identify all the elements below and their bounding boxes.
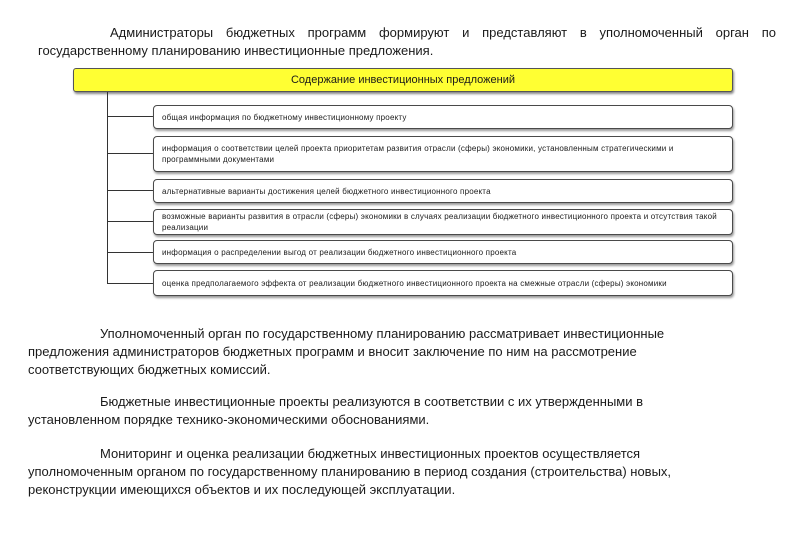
content-item-development-options — [153, 209, 733, 235]
content-item-label: информация о соответствии целей проекта приоритетам развития отрасли (сферы) экономики, установленным стратегическими и программными документами — [162, 144, 674, 164]
content-item-benefit-distribution — [153, 240, 733, 264]
content-item-label: альтернативные варианты достижения целей бюджетного инвестиционного проекта — [162, 186, 491, 196]
tree-connector-branch — [107, 283, 153, 284]
intro-paragraph: Администраторы бюджетных программ формируют и представляют в уполномоченный орган по государственному планированию инвестиционные предложения. — [38, 25, 776, 58]
diagram-header — [73, 68, 733, 92]
body-paragraph-review: Уполномоченный орган по государственному планированию рассматривает инвестиционные предложения администраторов бюджетных программ и вносит заключение по ним на рассмотрение соответствующих бюджетных комиссий. — [28, 326, 665, 377]
diagram-header-label: Содержание инвестиционных предложений — [290, 74, 515, 86]
content-item-label: оценка предполагаемого эффекта от реализации бюджетного инвестиционного проекта на смежные отрасли (сферы) экономики — [162, 278, 667, 288]
content-item-effect-assessment — [153, 270, 733, 296]
content-item-general-info — [153, 105, 733, 129]
content-item-label: общая информация по бюджетному инвестиционному проекту — [162, 112, 407, 122]
body-paragraph-implementation: Бюджетные инвестиционные проекты реализуются в соответствии с их утвержденными в установленном порядке технико-экономическими обоснованиями. — [28, 394, 644, 427]
content-item-label: возможные варианты развития в отрасли (сферы) экономики в случаях реализации бюджетного инвестиционного проекта и отсутствия такой реализации — [162, 212, 717, 232]
tree-connector-vertical — [107, 92, 108, 283]
content-item-alternatives — [153, 179, 733, 203]
tree-connector-branch — [107, 153, 153, 154]
content-item-label: информация о распределении выгод от реализации бюджетного инвестиционного проекта — [162, 247, 517, 257]
body-paragraph-monitoring: Мониторинг и оценка реализации бюджетных инвестиционных проектов осуществляется уполномоченным органом по государственному планированию в период создания (строительства) новых, реконструкции имеющихся объектов и их последующей эксплуатации. — [28, 446, 672, 497]
tree-connector-branch — [107, 116, 153, 117]
tree-connector-branch — [107, 190, 153, 191]
tree-connector-branch — [107, 252, 153, 253]
tree-connector-branch — [107, 221, 153, 222]
content-item-priority-compliance — [153, 136, 733, 172]
